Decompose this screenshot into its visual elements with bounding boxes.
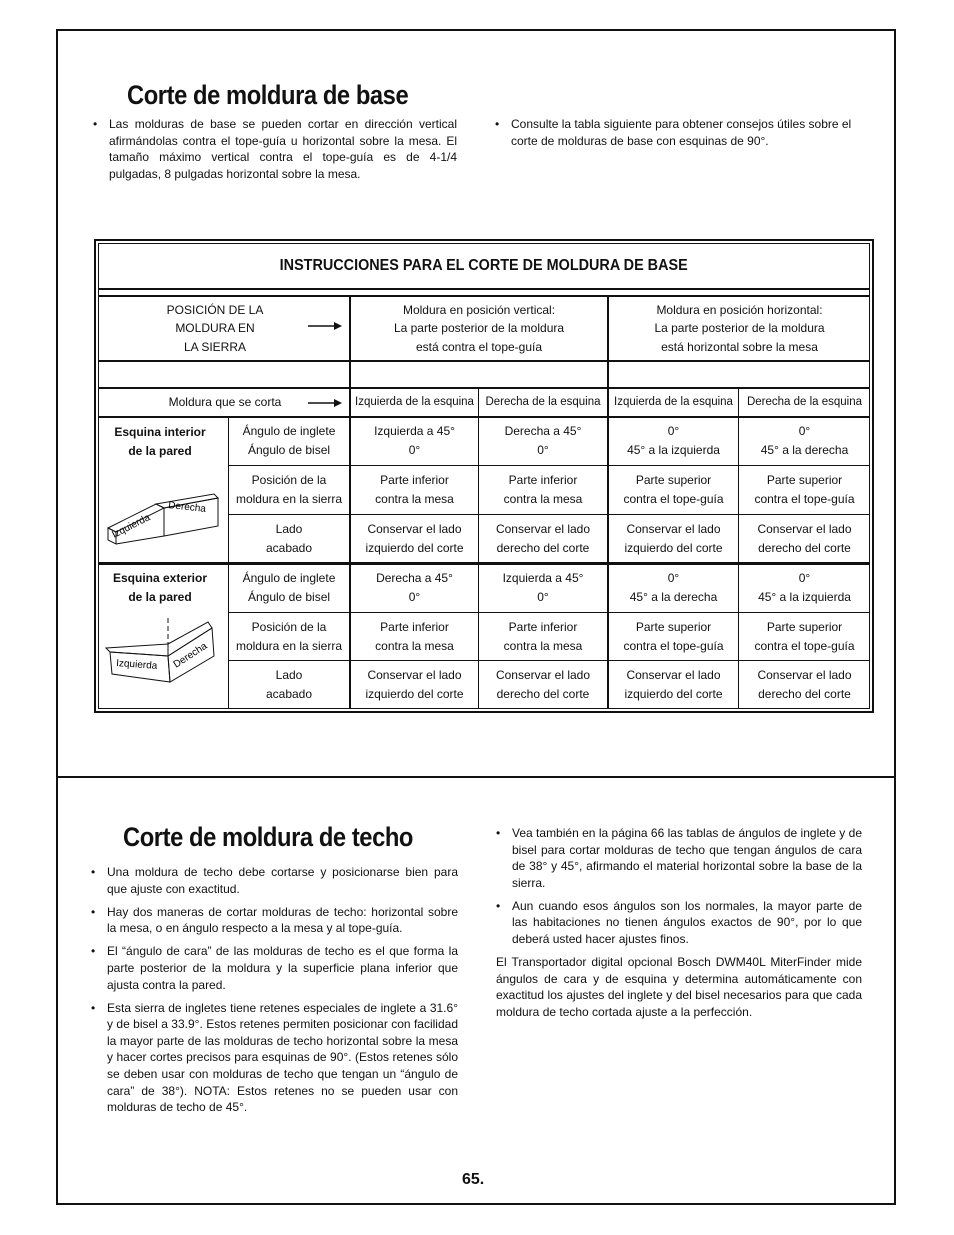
table-cell: 0° 45° a la derecha bbox=[760, 424, 849, 457]
table-cell: Conservar el lado derecho del corte bbox=[757, 667, 852, 701]
subheader-cell: Derecha de la esquina bbox=[746, 396, 863, 408]
arrow-right-icon bbox=[308, 398, 342, 408]
table-cell: Izquierda a 45° 0° bbox=[374, 424, 455, 457]
bullet-item: • Una moldura de techo debe cortarse y posicionarse bien para que ajuste con exactitud. bbox=[91, 864, 458, 897]
bullet-item: • Hay dos maneras de cortar molduras de techo: horizontal sobre la mesa, o en ángulo respecto a la mesa y al tope-guía. bbox=[91, 904, 458, 937]
bullet-item: • Esta sierra de ingletes tiene retenes especiales de inglete a 31.6° y de bisel a 33.9°. Estos retenes permiten posicionar con facilidad la mayor parte de las molduras de techo horizontal sobre la mesa y hacer cortes precisos para esquinas de 90°. (Estos retenes sólo se deben usar con molduras de techo que tengan un “ángulo de cara” de 38°). NOTA: Estos retenes no se pueden usar con molduras de techo de 45°. bbox=[91, 1000, 458, 1116]
table-cell: 0° 45° a la derecha bbox=[629, 571, 718, 604]
position-label: POSICIÓN DE LA MOLDURA EN LA SIERRA bbox=[166, 302, 264, 354]
outside-corner-label: Esquina exterior de la pared bbox=[112, 571, 208, 604]
table-cell: Derecha a 45° 0° bbox=[376, 571, 453, 604]
table-cell: Parte inferior contra la mesa bbox=[375, 473, 454, 506]
inside-corner-diagram bbox=[104, 484, 224, 548]
section2-title: Corte de moldura de techo bbox=[123, 822, 414, 852]
diagram-right-label: Derecha bbox=[167, 500, 207, 515]
arrow-right-icon bbox=[308, 321, 342, 331]
section1-left-column bbox=[93, 116, 457, 189]
bullet-item: • Consulte la tabla siguiente para obtener consejos útiles sobre el corte de molduras de base con esquinas de 90°. bbox=[495, 116, 861, 149]
section1-title: Corte de moldura de base bbox=[127, 80, 409, 110]
section1-right-column bbox=[495, 116, 861, 156]
table-title: INSTRUCCIONES PARA EL CORTE DE MOLDURA DE BASE bbox=[98, 243, 870, 290]
table-cell: Conservar el lado derecho del corte bbox=[757, 521, 852, 555]
table-cell: Conservar el lado izquierdo del corte bbox=[624, 521, 723, 555]
table-cell: 0° 45° a la izquierda bbox=[758, 571, 851, 604]
table-cell: Parte inferior contra la mesa bbox=[503, 619, 583, 653]
table-cell: 0° 45° a la izquierda bbox=[627, 424, 720, 457]
row-label: Ángulo de inglete Ángulo de bisel bbox=[242, 571, 336, 604]
subheader-cell: Derecha de la esquina bbox=[485, 396, 601, 408]
section2-left-column bbox=[91, 864, 458, 1122]
table-cell: Conservar el lado derecho del corte bbox=[495, 521, 591, 555]
page-number: 65. bbox=[462, 1171, 485, 1188]
row-label: Lado acabado bbox=[265, 667, 313, 701]
diagram-right-label: Derecha bbox=[171, 640, 210, 671]
table-cell: Parte superior contra el tope-guía bbox=[754, 473, 855, 506]
subheader-cell: Izquierda de la esquina bbox=[355, 396, 474, 408]
row-label: Posición de la moldura en la sierra bbox=[235, 619, 343, 653]
paragraph: El Transportador digital opcional Bosch DWM40L MiterFinder mide ángulos de cara y de esquina y determina automáticamente con exactitud los ajustes del inglete y del bisel necesarios para que cada moldura de techo cortada ajuste a la perfección. bbox=[496, 955, 862, 1019]
table-cell: Parte superior contra el tope-guía bbox=[623, 619, 724, 653]
vertical-position-header: Moldura en posición vertical: La parte posterior de la moldura está contra el tope-guía bbox=[393, 302, 565, 354]
table-cell: Parte superior contra el tope-guía bbox=[623, 473, 724, 506]
bullet-item: • Las molduras de base se pueden cortar en dirección vertical afirmándolas contra el tope-guía u horizontal sobre la mesa. El tamaño máximo vertical contra el tope-guía es de 4-1/4 pulgadas, 8 pulgadas horizontal sobre la mesa. bbox=[93, 116, 457, 182]
horizontal-position-header: Moldura en posición horizontal: La parte posterior de la moldura está horizontal sobre la mesa bbox=[654, 302, 825, 354]
table-cell: Conservar el lado izquierdo del corte bbox=[365, 521, 464, 555]
row-label: Posición de la moldura en la sierra bbox=[235, 473, 343, 506]
outside-corner-diagram bbox=[104, 616, 224, 688]
subheader-cell: Izquierda de la esquina bbox=[614, 396, 733, 408]
table-cell: Conservar el lado derecho del corte bbox=[495, 667, 591, 701]
bullet-item: • Vea también en la página 66 las tablas de ángulos de inglete y de bisel para cortar molduras de techo que tengan ángulos de cara de 38° y 45°, afirmando el material horizontal sobre la base de la sierra. bbox=[496, 825, 862, 891]
section-divider bbox=[56, 776, 896, 778]
bullet-item: • El “ángulo de cara” de las molduras de techo es el que forma la parte posterior de la moldura y la superficie plana inferior que ajusta contra la pared. bbox=[91, 943, 458, 993]
table-cell: Conservar el lado izquierdo del corte bbox=[624, 667, 723, 701]
diagram-left-label: Izquierda bbox=[110, 512, 153, 541]
table-cell: Izquierda a 45° 0° bbox=[502, 571, 584, 604]
bullet-item: • Aun cuando esos ángulos son los normales, la mayor parte de las habitaciones no tienen ángulos exactos de 90°, por lo que deberá usted hacer ajustes finos. bbox=[496, 898, 862, 948]
section2-right-column bbox=[496, 825, 862, 1021]
diagram-left-label: Izquierda bbox=[115, 658, 158, 672]
table-cell: Parte inferior contra la mesa bbox=[503, 473, 583, 506]
row-label: Lado acabado bbox=[265, 521, 313, 555]
table-cell: Parte superior contra el tope-guía bbox=[754, 619, 855, 653]
row-label: Ángulo de inglete Ángulo de bisel bbox=[242, 424, 336, 457]
cut-label: Moldura que se corta bbox=[168, 395, 282, 409]
inside-corner-label: Esquina interior de la pared bbox=[114, 425, 206, 458]
table-cell: Parte inferior contra la mesa bbox=[375, 619, 454, 653]
table-cell: Conservar el lado izquierdo del corte bbox=[365, 667, 464, 701]
table-cell: Derecha a 45° 0° bbox=[504, 424, 582, 457]
